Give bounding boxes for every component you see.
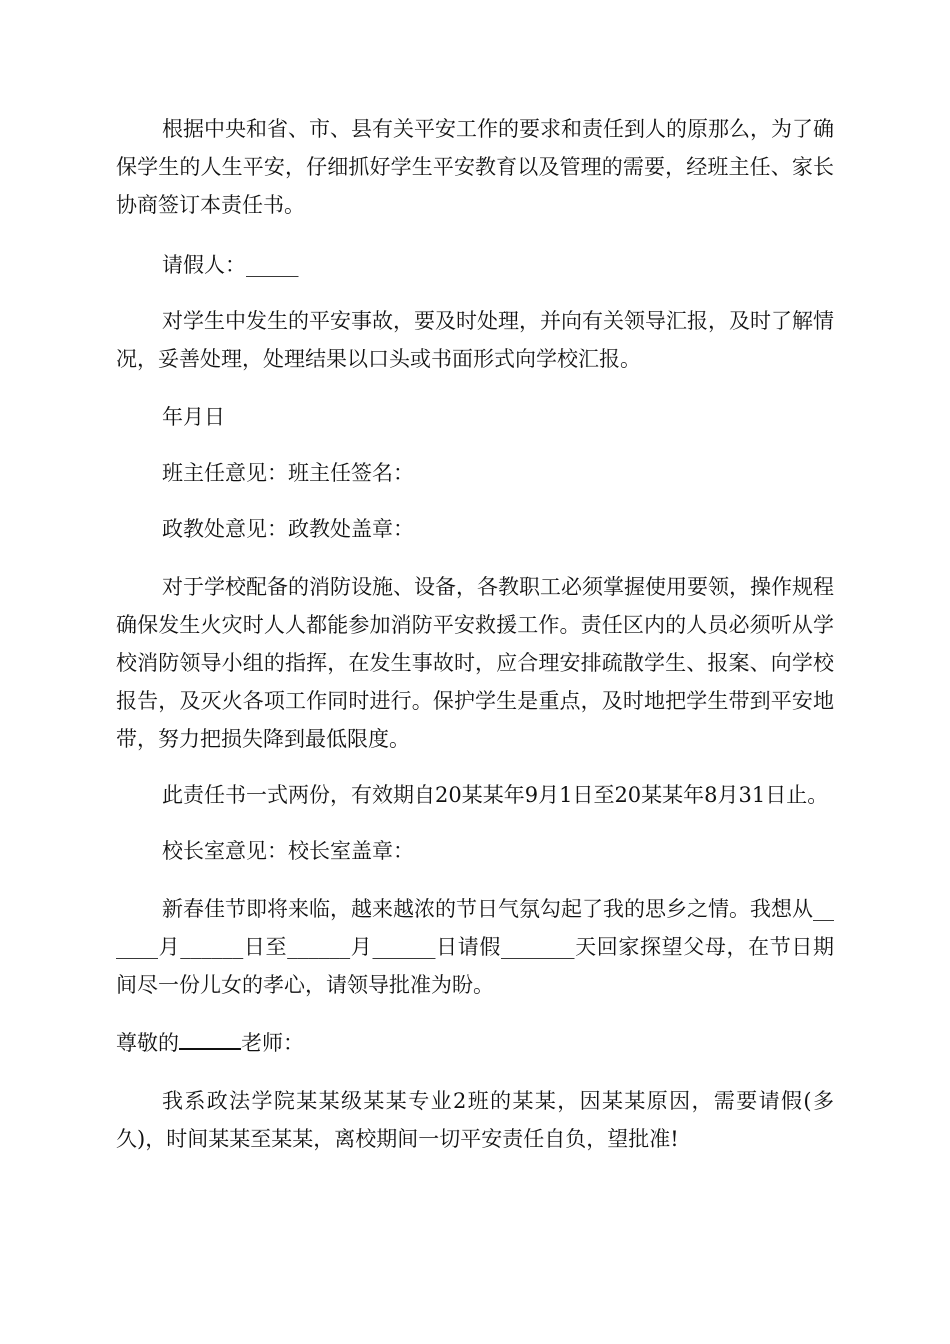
festival-text-1: 新春佳节即将来临，越来越浓的节日气氛勾起了我的思乡之情。我想从: [162, 897, 813, 921]
paragraph-applicant: [116, 246, 834, 284]
festival-blank-4: ______: [372, 935, 436, 959]
salutation-blank: [179, 1026, 241, 1050]
paragraph-salutation: [116, 1024, 834, 1062]
paragraph-date-line: 年月日: [162, 405, 225, 429]
paragraph-accident-handling: 对学生中发生的平安事故，要及时处理，并向有关领导汇报，及时了解情况，妥善处理，处理结果以口头或书面形式向学校汇报。: [116, 309, 834, 371]
paragraph-head-teacher-opinion: 班主任意见：班主任签名：: [162, 461, 414, 485]
festival-text-2: 天回家探望父母，在节日期间尽一份儿女的孝心，请领导批准为盼。: [116, 935, 835, 997]
paragraph-validity: 此责任书一式两份，有效期自20某某年9月1日至20某某年8月31日止。: [162, 783, 829, 807]
festival-blank-5: _______: [500, 935, 575, 959]
festival-blank-2: ______: [180, 935, 244, 959]
festival-blank-3: ______: [287, 935, 351, 959]
applicant-blank: _____: [246, 253, 299, 277]
paragraph-intro: 根据中央和省、市、县有关平安工作的要求和责任到人的原那么，为了确保学生的人生平安，仔细抓好学生平安教育以及管理的需要，经班主任、家长协商签订本责任书。: [116, 117, 834, 217]
paragraph-political-office-opinion: 政教处意见：政教处盖章：: [162, 517, 414, 541]
paragraph-festival-leave: [116, 890, 834, 1004]
festival-day-leave: 日请假: [435, 935, 501, 959]
salutation-suffix: 老师：: [241, 1031, 304, 1055]
paragraph-fire-safety: 对于学校配备的消防设施、设备，各教职工必须掌握使用要领，操作规程确保发生火灾时人人都能参加消防平安救援工作。责任区内的人员必须听从学校消防领导小组的指挥，在发生事故时，应合理安排疏散学生、报案、向学校报告，及灭火各项工作同时进行。保护学生是重点，及时地把学生带到平安地带，努力把损失降到最低限度。: [116, 575, 834, 751]
festival-blank-1: ______: [116, 897, 834, 959]
paragraph-leave-request: 我系政法学院某某级某某专业2班的某某，因某某原因，需要请假(多久)，时间某某至某某，离校期间一切平安责任自负，望批准!: [116, 1089, 834, 1151]
festival-month-1: 月: [158, 935, 181, 959]
salutation-prefix: 尊敬的: [116, 1031, 179, 1055]
document-page: [116, 110, 834, 1178]
paragraph-principal-opinion: 校长室意见：校长室盖章：: [162, 839, 414, 863]
festival-month-2: 月: [350, 935, 373, 959]
applicant-label: 请假人：: [162, 253, 246, 277]
festival-day-to: 日至: [243, 935, 288, 959]
